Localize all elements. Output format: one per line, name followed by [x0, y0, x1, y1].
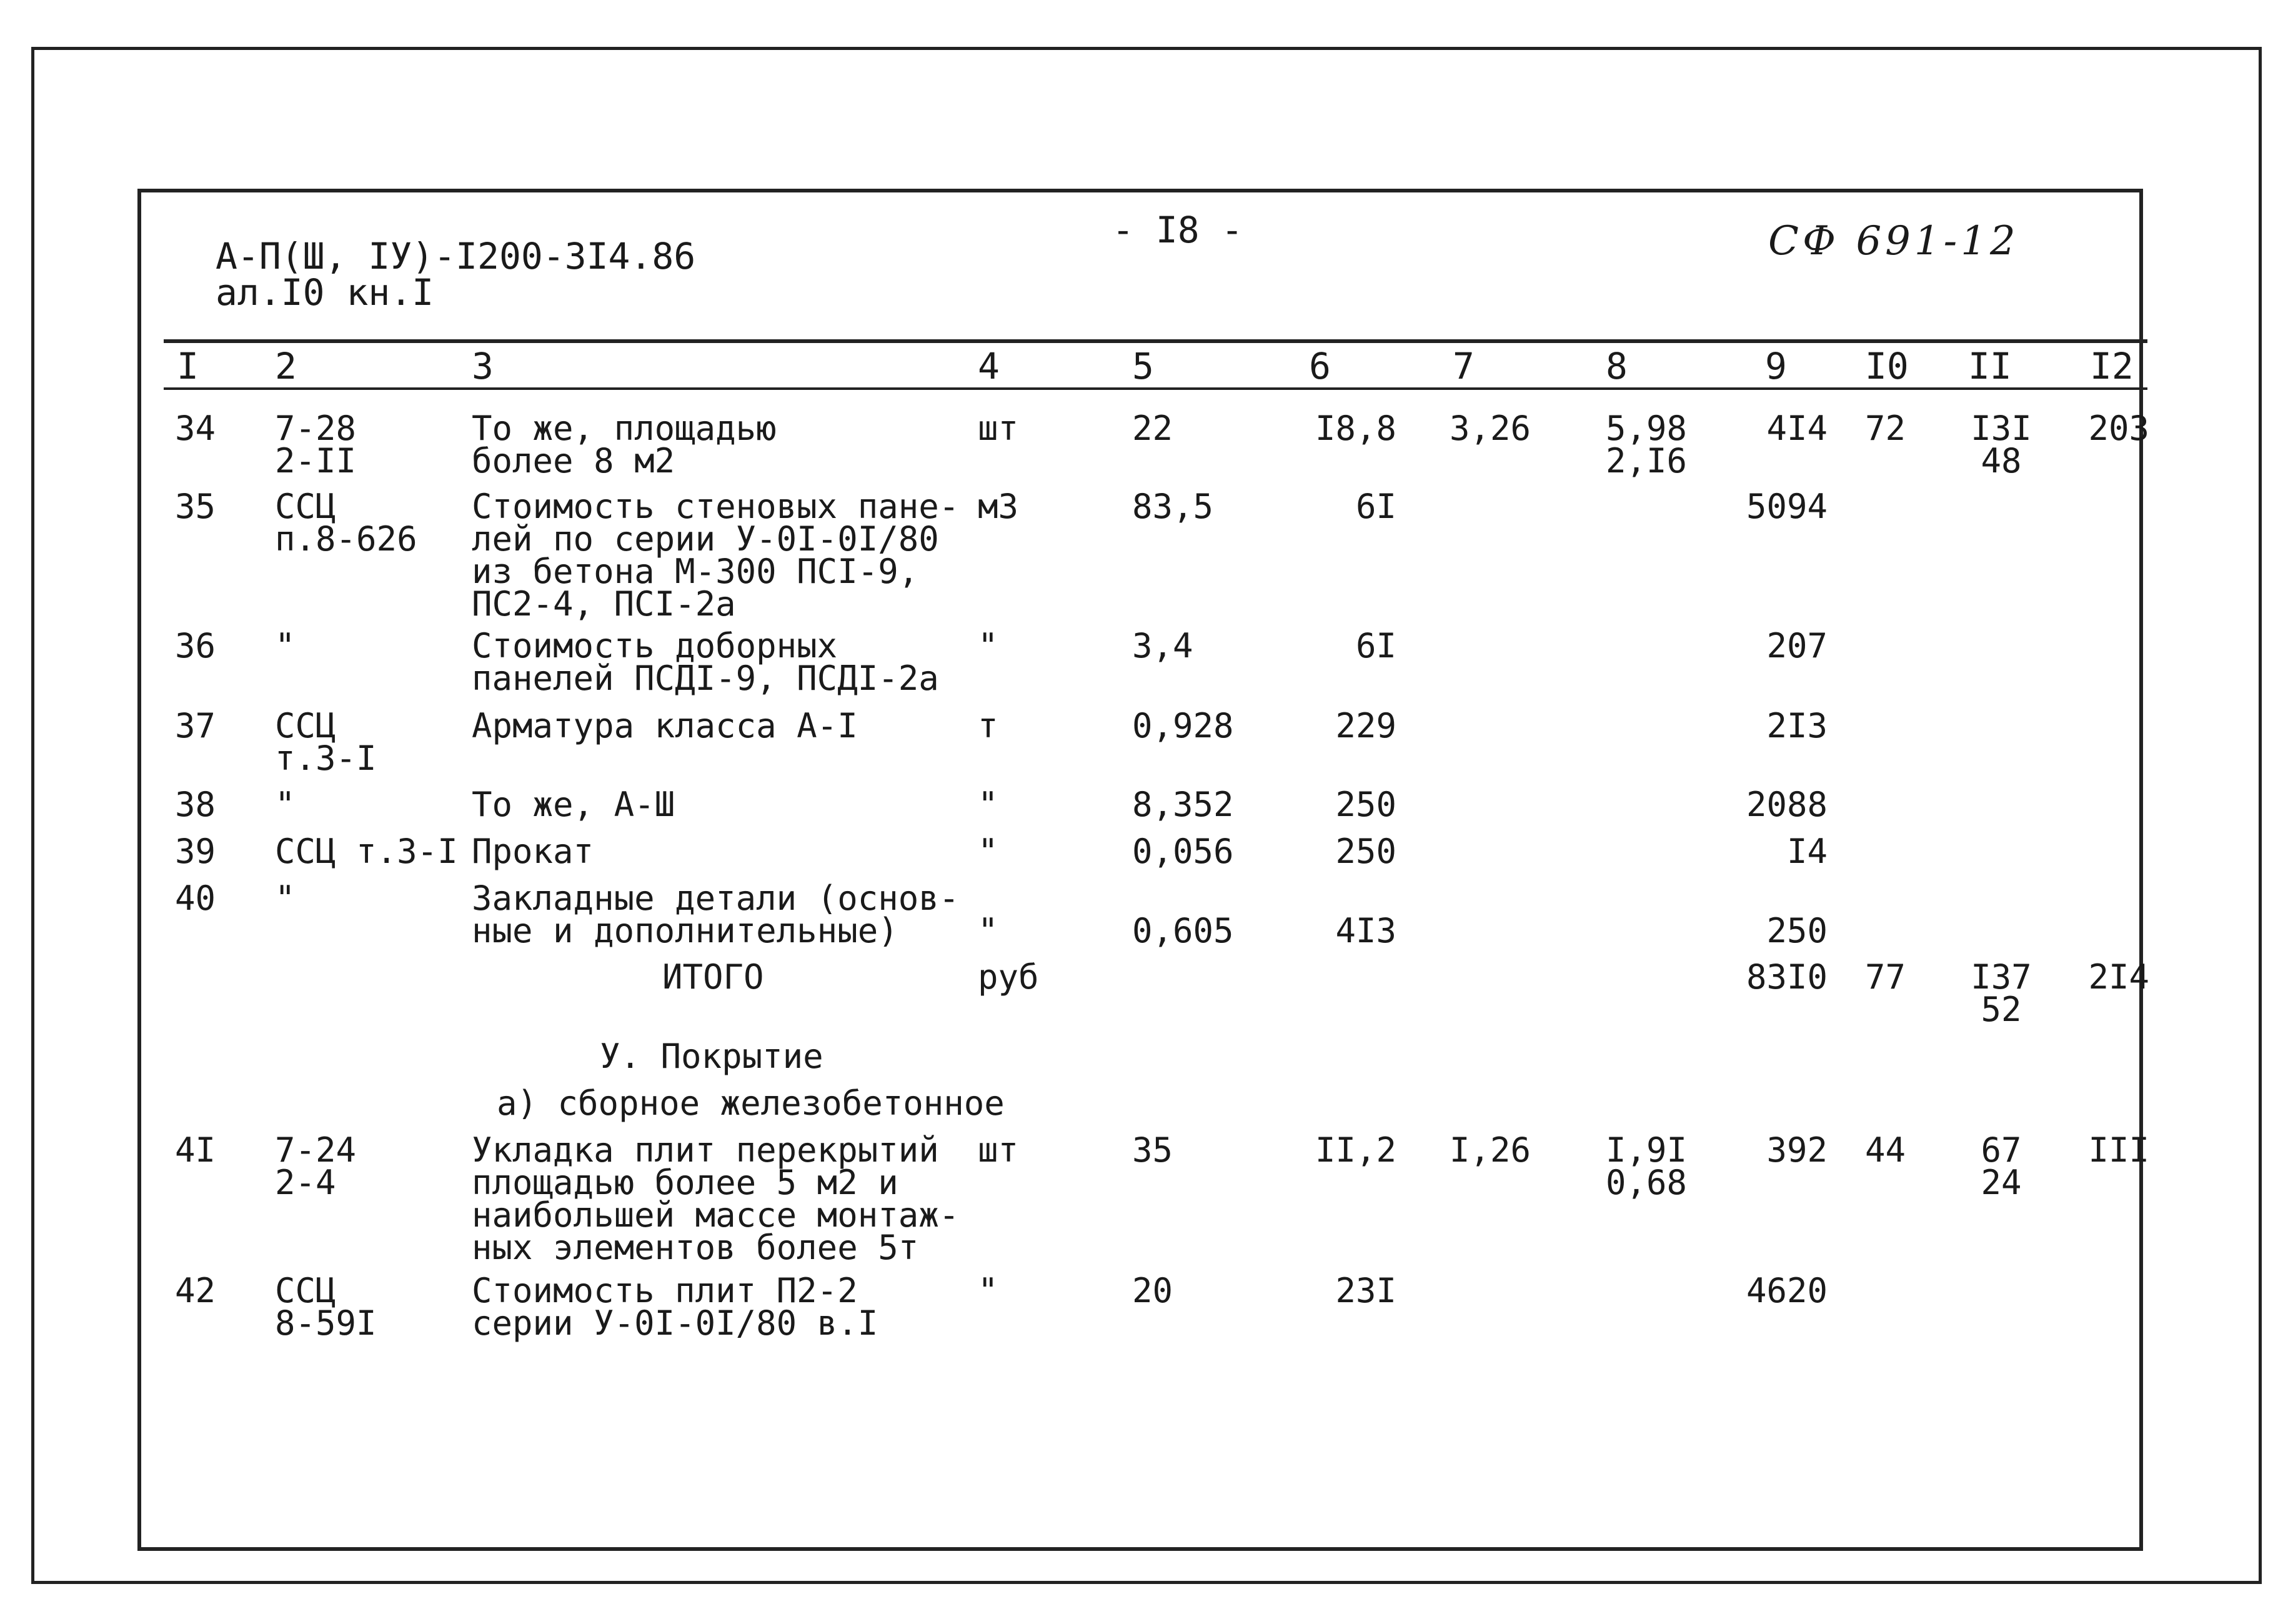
cell-col9: 2I3 — [1766, 706, 1828, 745]
cell-unit-price: 229 — [1335, 706, 1396, 745]
cell-col8: I,9I 0,68 — [1606, 1130, 1688, 1202]
cell-row-number: 36 — [175, 626, 216, 665]
column-header: 8 — [1606, 345, 1628, 387]
cell-unit-price: 250 — [1335, 832, 1396, 871]
cell-description: То же, А-Ш — [472, 785, 675, 824]
cell-row-number: 4I — [175, 1130, 216, 1170]
total-label: ИТОГО — [662, 957, 764, 997]
cell-unit: " — [978, 911, 998, 950]
cell-unit-price: 4I3 — [1335, 911, 1396, 950]
column-header: 2 — [275, 345, 297, 387]
cell-col7: 3,26 — [1450, 409, 1531, 448]
cell-col9: 4I4 — [1766, 409, 1828, 448]
cell-col11: 67 24 — [1981, 1130, 2022, 1202]
cell-unit-price: 250 — [1335, 785, 1396, 824]
cell-col12: III — [2088, 1130, 2149, 1170]
column-header: 5 — [1132, 345, 1154, 387]
section-title: У. Покрытие — [600, 1037, 823, 1076]
cell-col9: 207 — [1766, 626, 1828, 665]
cell-description: Стоимость плит П2-2 серии У-0I-0I/80 в.I — [472, 1271, 878, 1343]
cell-description: Закладные детали (основ- ные и дополнительные) — [472, 879, 960, 950]
cell-col10: 72 — [1865, 409, 1906, 448]
cell-unit: " — [978, 832, 998, 871]
total-col11: I37 52 — [1971, 957, 2032, 1029]
section-subtitle: а) сборное железобетонное — [497, 1083, 1005, 1123]
cell-col9: 4620 — [1746, 1271, 1828, 1310]
cell-unit-price: 6I — [1355, 626, 1396, 665]
cell-description: То же, площадью более 8 м2 — [472, 409, 777, 481]
cell-col9: 2088 — [1746, 785, 1828, 824]
cell-row-number: 38 — [175, 785, 216, 824]
cell-unit-price: II,2 — [1315, 1130, 1396, 1170]
cell-code: " — [275, 785, 296, 824]
column-header: 7 — [1453, 345, 1475, 387]
album-reference: ал.I0 кн.I — [216, 271, 434, 314]
cell-row-number: 40 — [175, 879, 216, 918]
cell-unit: м3 — [978, 487, 1019, 526]
cell-unit: " — [978, 785, 998, 824]
cell-unit-price: 23I — [1335, 1271, 1396, 1310]
cell-quantity: 20 — [1132, 1271, 1173, 1310]
cell-unit: т — [978, 706, 998, 745]
cell-code: ССЦ т.3-I — [275, 706, 377, 778]
header-top-rule — [164, 339, 2147, 343]
cell-code: 7-24 2-4 — [275, 1130, 357, 1202]
cell-code: ССЦ 8-59I — [275, 1271, 377, 1343]
cell-quantity: 83,5 — [1132, 487, 1214, 526]
cell-row-number: 35 — [175, 487, 216, 526]
column-header: 4 — [978, 345, 1000, 387]
cell-col8: 5,98 2,I6 — [1606, 409, 1688, 481]
cell-unit: шт — [978, 1130, 1019, 1170]
cell-row-number: 34 — [175, 409, 216, 448]
total-col10: 77 — [1865, 957, 1906, 997]
cell-quantity: 0,605 — [1132, 911, 1234, 950]
doc-code: А-П(Ш, IУ)-I200-3I4.86 — [216, 235, 696, 277]
cell-code: " — [275, 626, 296, 665]
total-col9: 83I0 — [1746, 957, 1828, 997]
column-header: I0 — [1865, 345, 1909, 387]
header-bottom-rule — [164, 387, 2147, 390]
total-unit: руб — [978, 957, 1039, 997]
cell-code: 7-28 2-II — [275, 409, 357, 481]
cell-quantity: 8,352 — [1132, 785, 1234, 824]
cell-description: Укладка плит перекрытий площадью более 5 м2 и наибольшей массе монтаж- ных элементов более 5т — [472, 1130, 960, 1267]
cell-description: Прокат — [472, 832, 594, 871]
cell-description: Стоимость доборных панелей ПСДI-9, ПСДI-2а — [472, 626, 939, 698]
cell-col11: I3I 48 — [1971, 409, 2032, 481]
cell-unit-price: 6I — [1355, 487, 1396, 526]
cell-col9: 250 — [1766, 911, 1828, 950]
column-header: 9 — [1765, 345, 1787, 387]
cell-code: ССЦ т.3-I — [275, 832, 458, 871]
cell-col7: I,26 — [1450, 1130, 1531, 1170]
cell-code: ССЦ п.8-626 — [275, 487, 417, 559]
cell-quantity: 22 — [1132, 409, 1173, 448]
cell-unit: " — [978, 626, 998, 665]
cell-col12: 203 — [2088, 409, 2149, 448]
total-col12: 2I4 — [2088, 957, 2149, 997]
cell-col9: 392 — [1766, 1130, 1828, 1170]
cell-unit: " — [978, 1271, 998, 1310]
column-header: 3 — [472, 345, 494, 387]
cell-unit: шт — [978, 409, 1019, 448]
cell-code: " — [275, 879, 296, 918]
cell-col9: 5094 — [1746, 487, 1828, 526]
cell-quantity: 35 — [1132, 1130, 1173, 1170]
cell-col10: 44 — [1865, 1130, 1906, 1170]
column-header: I — [177, 345, 199, 387]
cell-description: Арматура класса А-I — [472, 706, 858, 745]
column-header: 6 — [1309, 345, 1331, 387]
page-number: - I8 - — [1112, 209, 1243, 251]
column-header: II — [1968, 345, 2012, 387]
cell-description: Стоимость стеновых пане- лей по серии У-0I-0I/80 из бетона М-300 ПСI-9, ПС2-4, ПСI-2а — [472, 487, 960, 624]
handwritten-stamp: СФ 691-12 — [1768, 218, 2019, 264]
cell-col9: I4 — [1786, 832, 1828, 871]
column-header: I2 — [2090, 345, 2134, 387]
cell-row-number: 39 — [175, 832, 216, 871]
cell-unit-price: I8,8 — [1315, 409, 1396, 448]
cell-row-number: 42 — [175, 1271, 216, 1310]
cell-quantity: 3,4 — [1132, 626, 1193, 665]
cell-quantity: 0,928 — [1132, 706, 1234, 745]
cell-row-number: 37 — [175, 706, 216, 745]
cell-quantity: 0,056 — [1132, 832, 1234, 871]
